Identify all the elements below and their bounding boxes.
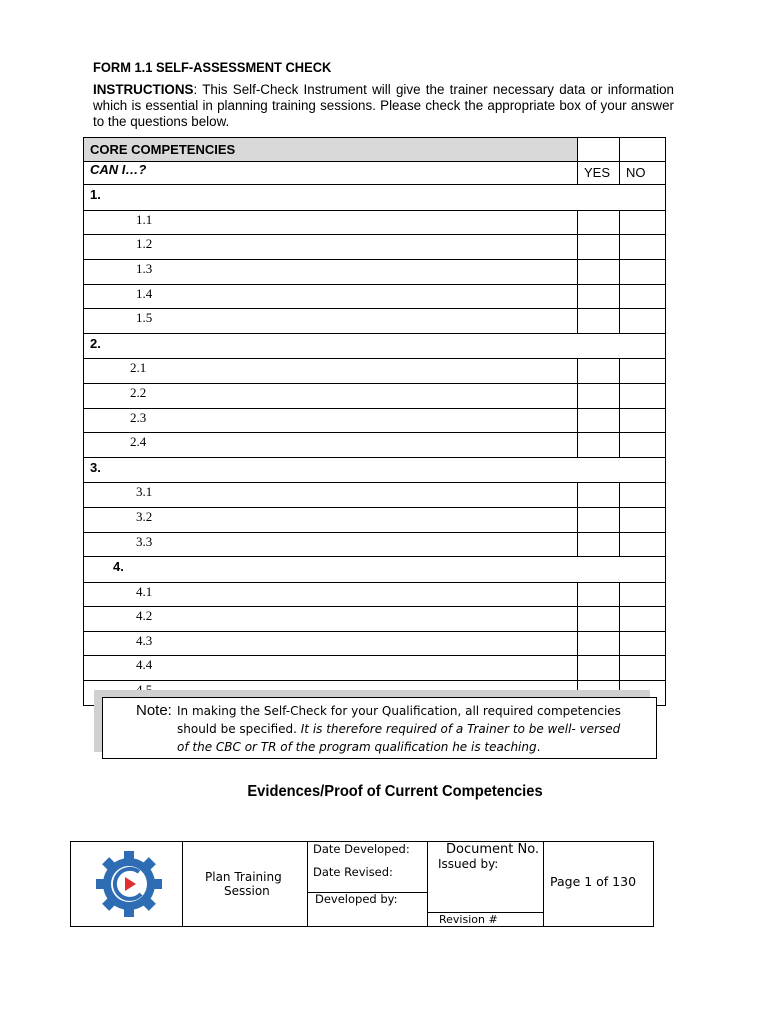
group-row (84, 557, 666, 583)
competency-item-row (84, 383, 666, 408)
competency-item-row (84, 408, 666, 433)
document-footer (70, 841, 654, 927)
competency-item-row (84, 309, 666, 334)
yes-checkbox-cell[interactable] (578, 383, 620, 408)
footer-title-line-1: Plan Training (205, 870, 282, 884)
competency-item-number: 4.1 (84, 582, 578, 607)
footer-divider (427, 842, 428, 926)
note-line-3 (177, 738, 540, 756)
header-empty-cell (578, 138, 620, 162)
group-row (84, 333, 666, 359)
yes-checkbox-cell[interactable] (578, 532, 620, 557)
gear-play-logo-icon (91, 846, 167, 922)
issued-by-label: Issued by: (438, 857, 499, 871)
can-i-label: CAN I…? (84, 161, 578, 185)
no-checkbox-cell[interactable] (620, 607, 666, 632)
note-line-3-italic: of the CBC or TR of the program qualification he is teaching (177, 740, 537, 754)
competency-item-number: 3.3 (84, 532, 578, 557)
no-checkbox-cell[interactable] (620, 408, 666, 433)
competency-item-row (84, 359, 666, 384)
no-checkbox-cell[interactable] (620, 631, 666, 656)
yes-checkbox-cell[interactable] (578, 631, 620, 656)
yes-checkbox-cell[interactable] (578, 359, 620, 384)
note-line-1: In making the Self-Check for your Qualification, all required competencies (177, 704, 621, 718)
footer-title-line-2: Session (224, 884, 270, 898)
competency-item-number: 1.5 (84, 309, 578, 334)
note-box (102, 697, 657, 759)
note-line-2-text: should be specified. (177, 722, 301, 736)
table-header-row (84, 138, 666, 162)
competency-item-row (84, 507, 666, 532)
competency-item-row (84, 607, 666, 632)
yes-checkbox-cell[interactable] (578, 433, 620, 458)
competency-item-number: 1.4 (84, 284, 578, 309)
date-revised-label: Date Revised: (313, 865, 393, 879)
no-checkbox-cell[interactable] (620, 235, 666, 260)
group-number: 3. (84, 457, 666, 483)
yes-checkbox-cell[interactable] (578, 656, 620, 681)
yes-checkbox-cell[interactable] (578, 483, 620, 508)
competency-item-row (84, 284, 666, 309)
yes-column-header: YES (578, 161, 620, 185)
no-checkbox-cell[interactable] (620, 383, 666, 408)
group-number: 4. (84, 557, 666, 583)
no-checkbox-cell[interactable] (620, 359, 666, 384)
no-checkbox-cell[interactable] (620, 483, 666, 508)
yes-checkbox-cell[interactable] (578, 259, 620, 284)
page-number: Page 1 of 130 (550, 874, 637, 889)
note-line-2 (177, 720, 620, 738)
no-checkbox-cell[interactable] (620, 532, 666, 557)
competency-item-row (84, 656, 666, 681)
evidences-heading: Evidences/Proof of Current Competencies (247, 783, 543, 800)
competency-item-number: 1.2 (84, 235, 578, 260)
no-checkbox-cell[interactable] (620, 210, 666, 235)
group-row (84, 457, 666, 483)
yes-checkbox-cell[interactable] (578, 607, 620, 632)
competency-item-row (84, 532, 666, 557)
date-developed-label: Date Developed: (313, 842, 410, 856)
no-checkbox-cell[interactable] (620, 284, 666, 309)
no-checkbox-cell[interactable] (620, 259, 666, 284)
group-row (84, 185, 666, 211)
competency-item-number: 1.3 (84, 259, 578, 284)
revision-label: Revision # (439, 913, 498, 926)
competency-item-row (84, 433, 666, 458)
competency-item-number: 2.2 (84, 383, 578, 408)
group-number: 2. (84, 333, 666, 359)
yes-checkbox-cell[interactable] (578, 309, 620, 334)
no-column-header: NO (620, 161, 666, 185)
can-i-row (84, 161, 666, 185)
competency-item-row (84, 259, 666, 284)
competency-item-row (84, 210, 666, 235)
footer-divider (182, 842, 183, 926)
no-checkbox-cell[interactable] (620, 656, 666, 681)
competency-item-row (84, 631, 666, 656)
note-line-2-italic: It is therefore required of a Trainer to be well- versed (300, 722, 621, 736)
footer-divider (307, 842, 308, 926)
yes-checkbox-cell[interactable] (578, 210, 620, 235)
competency-item-number: 2.4 (84, 433, 578, 458)
core-competencies-header: CORE COMPETENCIES (84, 138, 578, 162)
competency-item-row (84, 582, 666, 607)
competency-item-number: 1.1 (84, 210, 578, 235)
competency-item-number: 3.2 (84, 507, 578, 532)
instructions-text: : This Self-Check Instrument will give the trainer necessary data or information which is essential in planning training sessions. Please check the appropriate box of your answer to the questions below. (93, 82, 674, 129)
group-number: 1. (84, 185, 666, 211)
competency-item-number: 2.3 (84, 408, 578, 433)
header-empty-cell (620, 138, 666, 162)
no-checkbox-cell[interactable] (620, 309, 666, 334)
instructions-label: INSTRUCTIONS (93, 82, 194, 97)
yes-checkbox-cell[interactable] (578, 507, 620, 532)
competency-table (83, 137, 666, 706)
form-title: FORM 1.1 SELF-ASSESSMENT CHECK (93, 59, 332, 75)
note-label: Note: (136, 702, 172, 719)
no-checkbox-cell[interactable] (620, 582, 666, 607)
competency-item-number: 3.1 (84, 483, 578, 508)
footer-divider (543, 842, 544, 926)
competency-item-row (84, 483, 666, 508)
yes-checkbox-cell[interactable] (578, 235, 620, 260)
no-checkbox-cell[interactable] (620, 507, 666, 532)
competency-item-number: 4.3 (84, 631, 578, 656)
document-no-label: Document No. (446, 842, 540, 857)
competency-item-number: 4.2 (84, 607, 578, 632)
competency-item-row (84, 235, 666, 260)
competency-item-number: 4.4 (84, 656, 578, 681)
instructions (93, 82, 674, 130)
yes-checkbox-cell[interactable] (578, 284, 620, 309)
no-checkbox-cell[interactable] (620, 433, 666, 458)
yes-checkbox-cell[interactable] (578, 408, 620, 433)
note-line-3-end: . (536, 740, 541, 754)
yes-checkbox-cell[interactable] (578, 582, 620, 607)
developed-by-label: Developed by: (315, 892, 398, 906)
competency-item-number: 2.1 (84, 359, 578, 384)
